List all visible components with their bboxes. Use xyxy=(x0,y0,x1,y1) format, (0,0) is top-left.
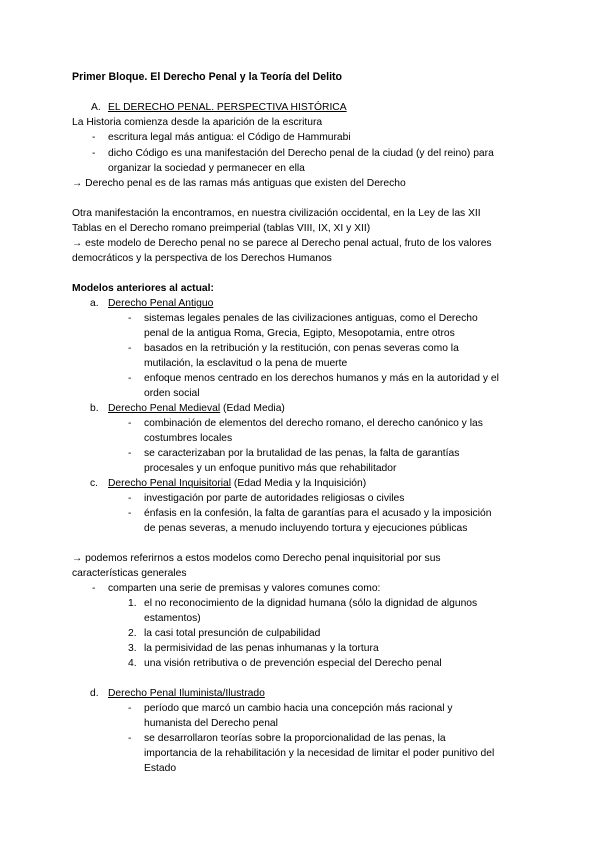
bullet-text: se caracterizaban por la brutalidad de las penas, la falta de garantías xyxy=(144,448,460,459)
list-item: la casi total presunción de culpabilidad xyxy=(144,628,321,639)
bullet-text: enfoque menos centrado en los derechos humanos y más en la autoridad y el xyxy=(144,373,499,384)
item-c-label: Derecho Penal Inquisitorial xyxy=(108,478,232,489)
bullet-text: dicho Código es una manifestación del Derecho penal de la ciudad (y del reino) para xyxy=(108,148,494,159)
bullet-text-continued: de penas severas, a menudo incluyendo tortura y ejecuciones públicas xyxy=(144,523,468,534)
list-number: 3. xyxy=(128,643,137,654)
bullet-dash: - xyxy=(92,132,96,143)
models-heading: Modelos anteriores al actual: xyxy=(72,283,214,294)
bullet-text-continued: mutilación, la esclavitud o la pena de muerte xyxy=(144,358,348,369)
arrow-conclusion: → podemos referirnos a estos modelos como Derecho penal inquisitorial por sus xyxy=(72,553,441,564)
bullet-text-continued: humanista del Derecho penal xyxy=(144,718,278,729)
item-a-marker: a. xyxy=(90,298,99,309)
paragraph-line: democráticos y la perspectiva de los Derechos Humanos xyxy=(72,253,332,264)
bullet-text: sistemas legales penales de las civilizaciones antiguas, como el Derecho xyxy=(144,313,478,324)
bullet-text: basados en la retribución y la restitución, con penas severas como la xyxy=(144,343,459,354)
item-b-marker: b. xyxy=(90,403,99,414)
bullet-dash: - xyxy=(92,583,96,594)
bullet-text: escritura legal más antigua: el Código de Hammurabi xyxy=(108,132,351,143)
bullet-text-continued: procesales y un enfoque punitivo más que rehabilitador xyxy=(144,463,397,474)
section-a-intro: La Historia comienza desde la aparición de la escritura xyxy=(72,117,323,128)
item-b-suffix: (Edad Media) xyxy=(220,403,285,414)
paragraph-line: Otra manifestación la encontramos, en nuestra civilización occidental, en la Ley de las XII xyxy=(72,208,481,219)
item-d-label: Derecho Penal Iluminista/Ilustrado xyxy=(108,688,265,699)
bullet-text-continued: Estado xyxy=(144,763,177,774)
bullet-text: período que marcó un cambio hacia una concepción más racional y xyxy=(144,703,453,714)
item-d-marker: d. xyxy=(90,688,99,699)
list-number: 4. xyxy=(128,658,137,669)
list-item: una visión retributiva o de prevención especial del Derecho penal xyxy=(144,658,442,669)
page-title: Primer Bloque. El Derecho Penal y la Teoría del Delito xyxy=(72,71,343,83)
list-item: el no reconocimiento de la dignidad humana (sólo la dignidad de algunos xyxy=(144,598,478,609)
bullet-text: comparten una serie de premisas y valores comunes como: xyxy=(108,583,381,594)
paragraph-line: → este modelo de Derecho penal no se parece al Derecho penal actual, fruto de los valores xyxy=(72,238,492,249)
bullet-dash: - xyxy=(128,703,132,714)
list-item-continued: estamentos) xyxy=(144,613,201,624)
bullet-dash: - xyxy=(128,313,132,324)
section-a-marker: A. xyxy=(91,102,101,113)
section-a-heading: EL DERECHO PENAL. PERSPECTIVA HISTÓRICA xyxy=(108,102,347,113)
bullet-dash: - xyxy=(128,418,132,429)
bullet-dash: - xyxy=(128,733,132,744)
list-number: 2. xyxy=(128,628,137,639)
bullet-dash: - xyxy=(128,493,132,504)
bullet-text-continued: organizar la sociedad y permanecer en ella xyxy=(108,163,305,174)
bullet-dash: - xyxy=(128,508,132,519)
bullet-dash: - xyxy=(92,148,96,159)
item-c-marker: c. xyxy=(90,478,99,489)
bullet-text: combinación de elementos del derecho romano, el derecho canónico y las xyxy=(144,418,483,429)
paragraph-line: características generales xyxy=(72,568,187,579)
bullet-dash: - xyxy=(128,343,132,354)
item-b-heading xyxy=(108,401,285,416)
bullet-dash: - xyxy=(128,448,132,459)
bullet-text: investigación por parte de autoridades religiosas o civiles xyxy=(144,493,405,504)
bullet-text-continued: orden social xyxy=(144,388,200,399)
paragraph-line: Tablas en el Derecho romano preimperial (tablas VIII, IX, XI y XII) xyxy=(72,223,371,234)
arrow-conclusion: → Derecho penal es de las ramas más antiguas que existen del Derecho xyxy=(72,178,406,189)
bullet-text: se desarrollaron teorías sobre la proporcionalidad de las penas, la xyxy=(144,733,446,744)
list-number: 1. xyxy=(128,598,137,609)
item-c-suffix: (Edad Media y la Inquisición) xyxy=(231,478,367,489)
list-item: la permisividad de las penas inhumanas y la tortura xyxy=(144,643,379,654)
bullet-text-continued: costumbres locales xyxy=(144,433,233,444)
item-a-label: Derecho Penal Antiguo xyxy=(108,298,214,309)
item-c-heading xyxy=(108,476,366,491)
bullet-text: énfasis en la confesión, la falta de garantías para el acusado y la imposición xyxy=(144,508,492,519)
item-b-label: Derecho Penal Medieval xyxy=(108,403,221,414)
bullet-text-continued: importancia de la rehabilitación y la necesidad de limitar el poder punitivo del xyxy=(144,748,495,759)
bullet-text-continued: penal de la antigua Roma, Grecia, Egipto, Mesopotamia, entre otros xyxy=(144,328,455,339)
bullet-dash: - xyxy=(128,373,132,384)
